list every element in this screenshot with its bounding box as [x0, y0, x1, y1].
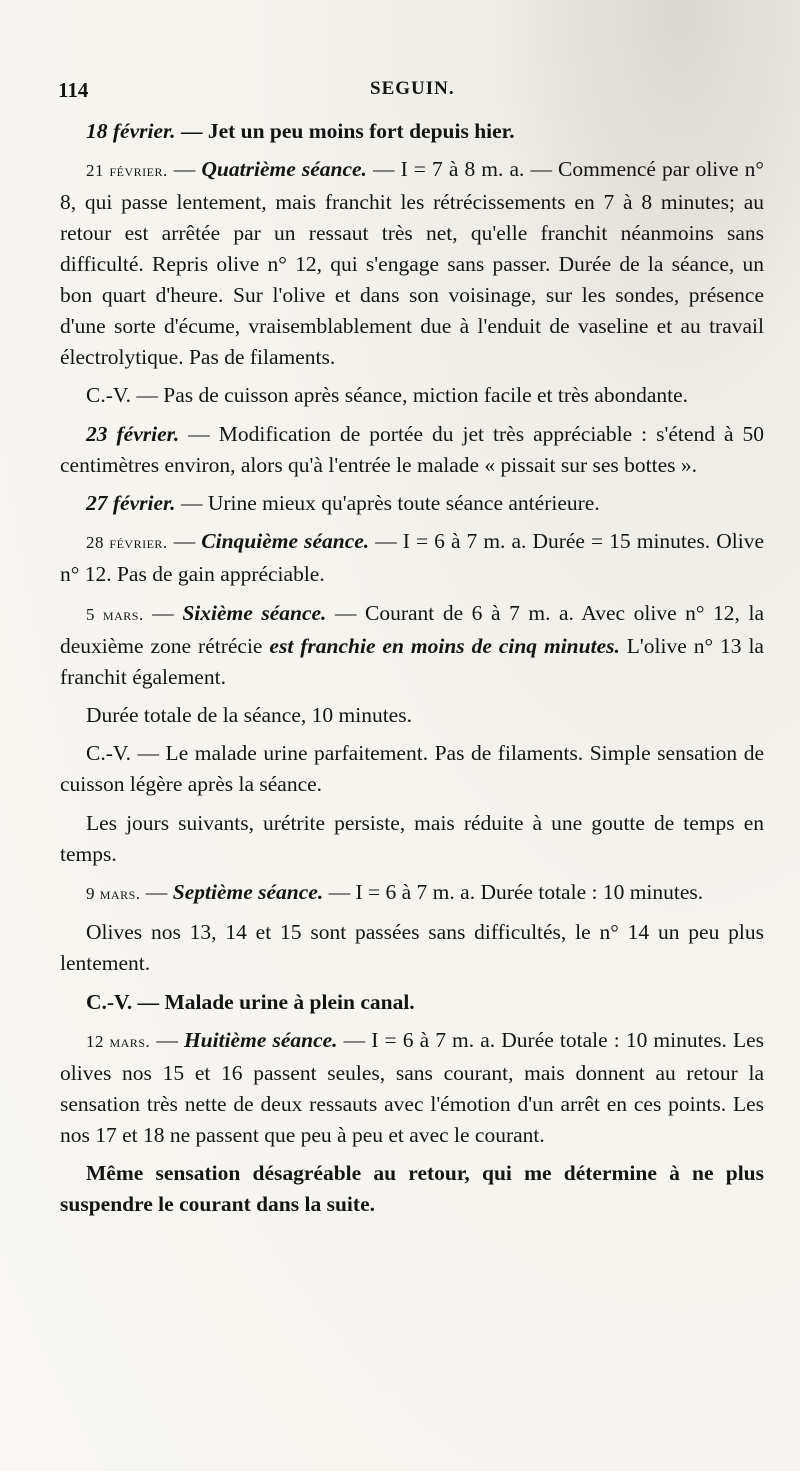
paragraph-12-mars: 12 mars. — Huitième séance. — I = 6 à 7 m. a. Durée totale : 10 minutes. Les olives nos 15 et 16 passent seules, sans courant, mais donnent au retour la sensation très nette de deux ressauts avec l'émotion d'un arrêt en ces points. Les nos 17 et 18 ne passent que peu à peu et avec le courant. — [60, 1028, 765, 1147]
paragraph-cv-2 — [60, 738, 764, 800]
entry-text: Durée totale de la séance, 10 minutes. — [86, 702, 412, 727]
seance-title: Huitième séance. — [183, 1028, 338, 1053]
paragraph-cv-1 — [60, 380, 764, 411]
entry-text: — I = 6 à 7 m. a. Durée = 15 minutes. Olive n° 12. Pas de gain appréciable. — [60, 529, 764, 587]
entry-date: 21 février. — [86, 161, 168, 181]
entry-date: 12 mars. — [86, 1032, 151, 1052]
seance-title: Quatrième séance. — [201, 157, 367, 182]
paragraph-28-fevrier: 28 février. — Cinquième séance. — I = 6 à 7 m. a. Durée = 15 minutes. Olive n° 12. Pas de gain appréciable. — [60, 529, 764, 587]
entry-date: 18 février. — [86, 119, 176, 143]
paragraph-cv-3 — [60, 987, 764, 1018]
paragraph-meme-sensation — [60, 1158, 764, 1220]
seance-title: Septième séance. — [172, 879, 324, 904]
entry-text: C.-V. — Le malade urine parfaitement. Pas de filaments. Simple sensation de cuisson légère après la séance. — [60, 741, 764, 797]
entry-text: — Jet un peu moins fort depuis hier. — [175, 119, 515, 143]
entry-text: C.-V. — Pas de cuisson après séance, miction facile et très abondante. — [86, 383, 689, 408]
paragraph-9-mars: 9 mars. — Septième séance. — I = 6 à 7 m. a. Durée totale : 10 minutes. — [86, 879, 704, 904]
entry-text: — I = 7 à 8 m. a. — Commencé par olive n° 8, qui passe lentement, mais franchit les rétrécissements en 7 à 8 minutes; au retour est arrêtée par un ressaut très net, qu'elle franchit néanmoins sans difficulté. Repris olive n° 12, qui s'engage sans passer. Durée de la séance, un bon quart d'heure. Sur l'olive et dans son voisinage, sur les sondes, présence d'une sorte d'écume, vraisemblablement due à l'enduit de vaseline et au travail électrolytique. Pas de filaments. — [60, 157, 764, 369]
entry-text-after: L'olive n° 13 la franchit également. — [60, 633, 764, 689]
paragraph-duree-totale — [60, 700, 764, 731]
entry-date: 27 février. — [86, 490, 176, 515]
entry-text: Olives nos 13, 14 et 15 sont passées sans difficultés, le n° 14 un peu plus lentement. — [60, 920, 764, 976]
page-number: 114 — [58, 78, 89, 102]
entry-text: — I = 6 à 7 m. a. Durée totale : 10 minutes. Les olives nos 15 et 16 passent seules, sans courant, mais donnent au retour la sensation très nette de deux ressauts avec l'émotion d'un arrêt en ces points. Les nos 17 et 18 ne passent que peu à peu et avec le courant. — [60, 1028, 765, 1147]
seance-title: Sixième séance. — [182, 600, 327, 625]
paragraph-jours-suivants — [60, 808, 764, 870]
entry-date: 5 mars. — [86, 604, 144, 624]
seance-title: Cinquième séance. — [201, 529, 370, 554]
entry-date: 9 mars. — [86, 883, 141, 903]
paragraph-21-fevrier: 21 février. — Quatrième séance. — I = 7 à 8 m. a. — Commencé par olive n° 8, qui passe lentement, mais franchit les rétrécissements en 7 à 8 minutes; au retour est arrêtée par un ressaut très net, qu'elle franchit néanmoins sans difficulté. Repris olive n° 12, qui s'engage sans passer. Durée de la séance, un bon quart d'heure. Sur l'olive et dans son voisinage, sur les sondes, présence d'une sorte d'écume, vraisemblablement due à l'enduit de vaseline et au travail électrolytique. Pas de filaments. — [60, 157, 764, 369]
entry-date: 28 février. — [86, 533, 168, 553]
entry-date: 23 février. — [86, 421, 180, 446]
entry-text: — I = 6 à 7 m. a. Durée totale : 10 minutes. — [323, 879, 704, 904]
paragraph-18-fevrier — [60, 116, 764, 147]
entry-text: Même sensation désagréable au retour, qui me détermine à ne plus suspendre le courant dans la suite. — [60, 1161, 764, 1217]
entry-text: — Urine mieux qu'après toute séance antérieure. — [175, 490, 600, 515]
italic-emphasis: est franchie en moins de cinq minutes. — [269, 633, 620, 658]
paragraph-23-fevrier — [60, 419, 764, 481]
entry-text: Les jours suivants, urétrite persiste, mais réduite à une goutte de temps en temps. — [60, 810, 764, 866]
paragraph-27-fevrier — [60, 488, 764, 519]
entry-text: — Modification de portée du jet très appréciable : s'étend à 50 centimètres environ, alors qu'à l'entrée le malade « pissait sur ses bottes ». — [60, 421, 765, 477]
running-title: SEGUIN. — [370, 78, 455, 99]
body-text — [60, 116, 764, 1228]
entry-text: — Courant de 6 à 7 m. a. Avec olive n° 12, la deuxième zone rétrécie — [60, 600, 765, 658]
running-head — [58, 78, 762, 108]
entry-text: C.-V. — Malade urine à plein canal. — [86, 989, 415, 1014]
paragraph-5-mars: 5 mars. — Sixième séance. — Courant de 6 à 7 m. a. Avec olive n° 12, la deuxième zone rétrécie est franchie en moins de cinq minutes. L'olive n° 13 la franchit également. — [60, 600, 765, 689]
paragraph-olives — [60, 917, 764, 979]
